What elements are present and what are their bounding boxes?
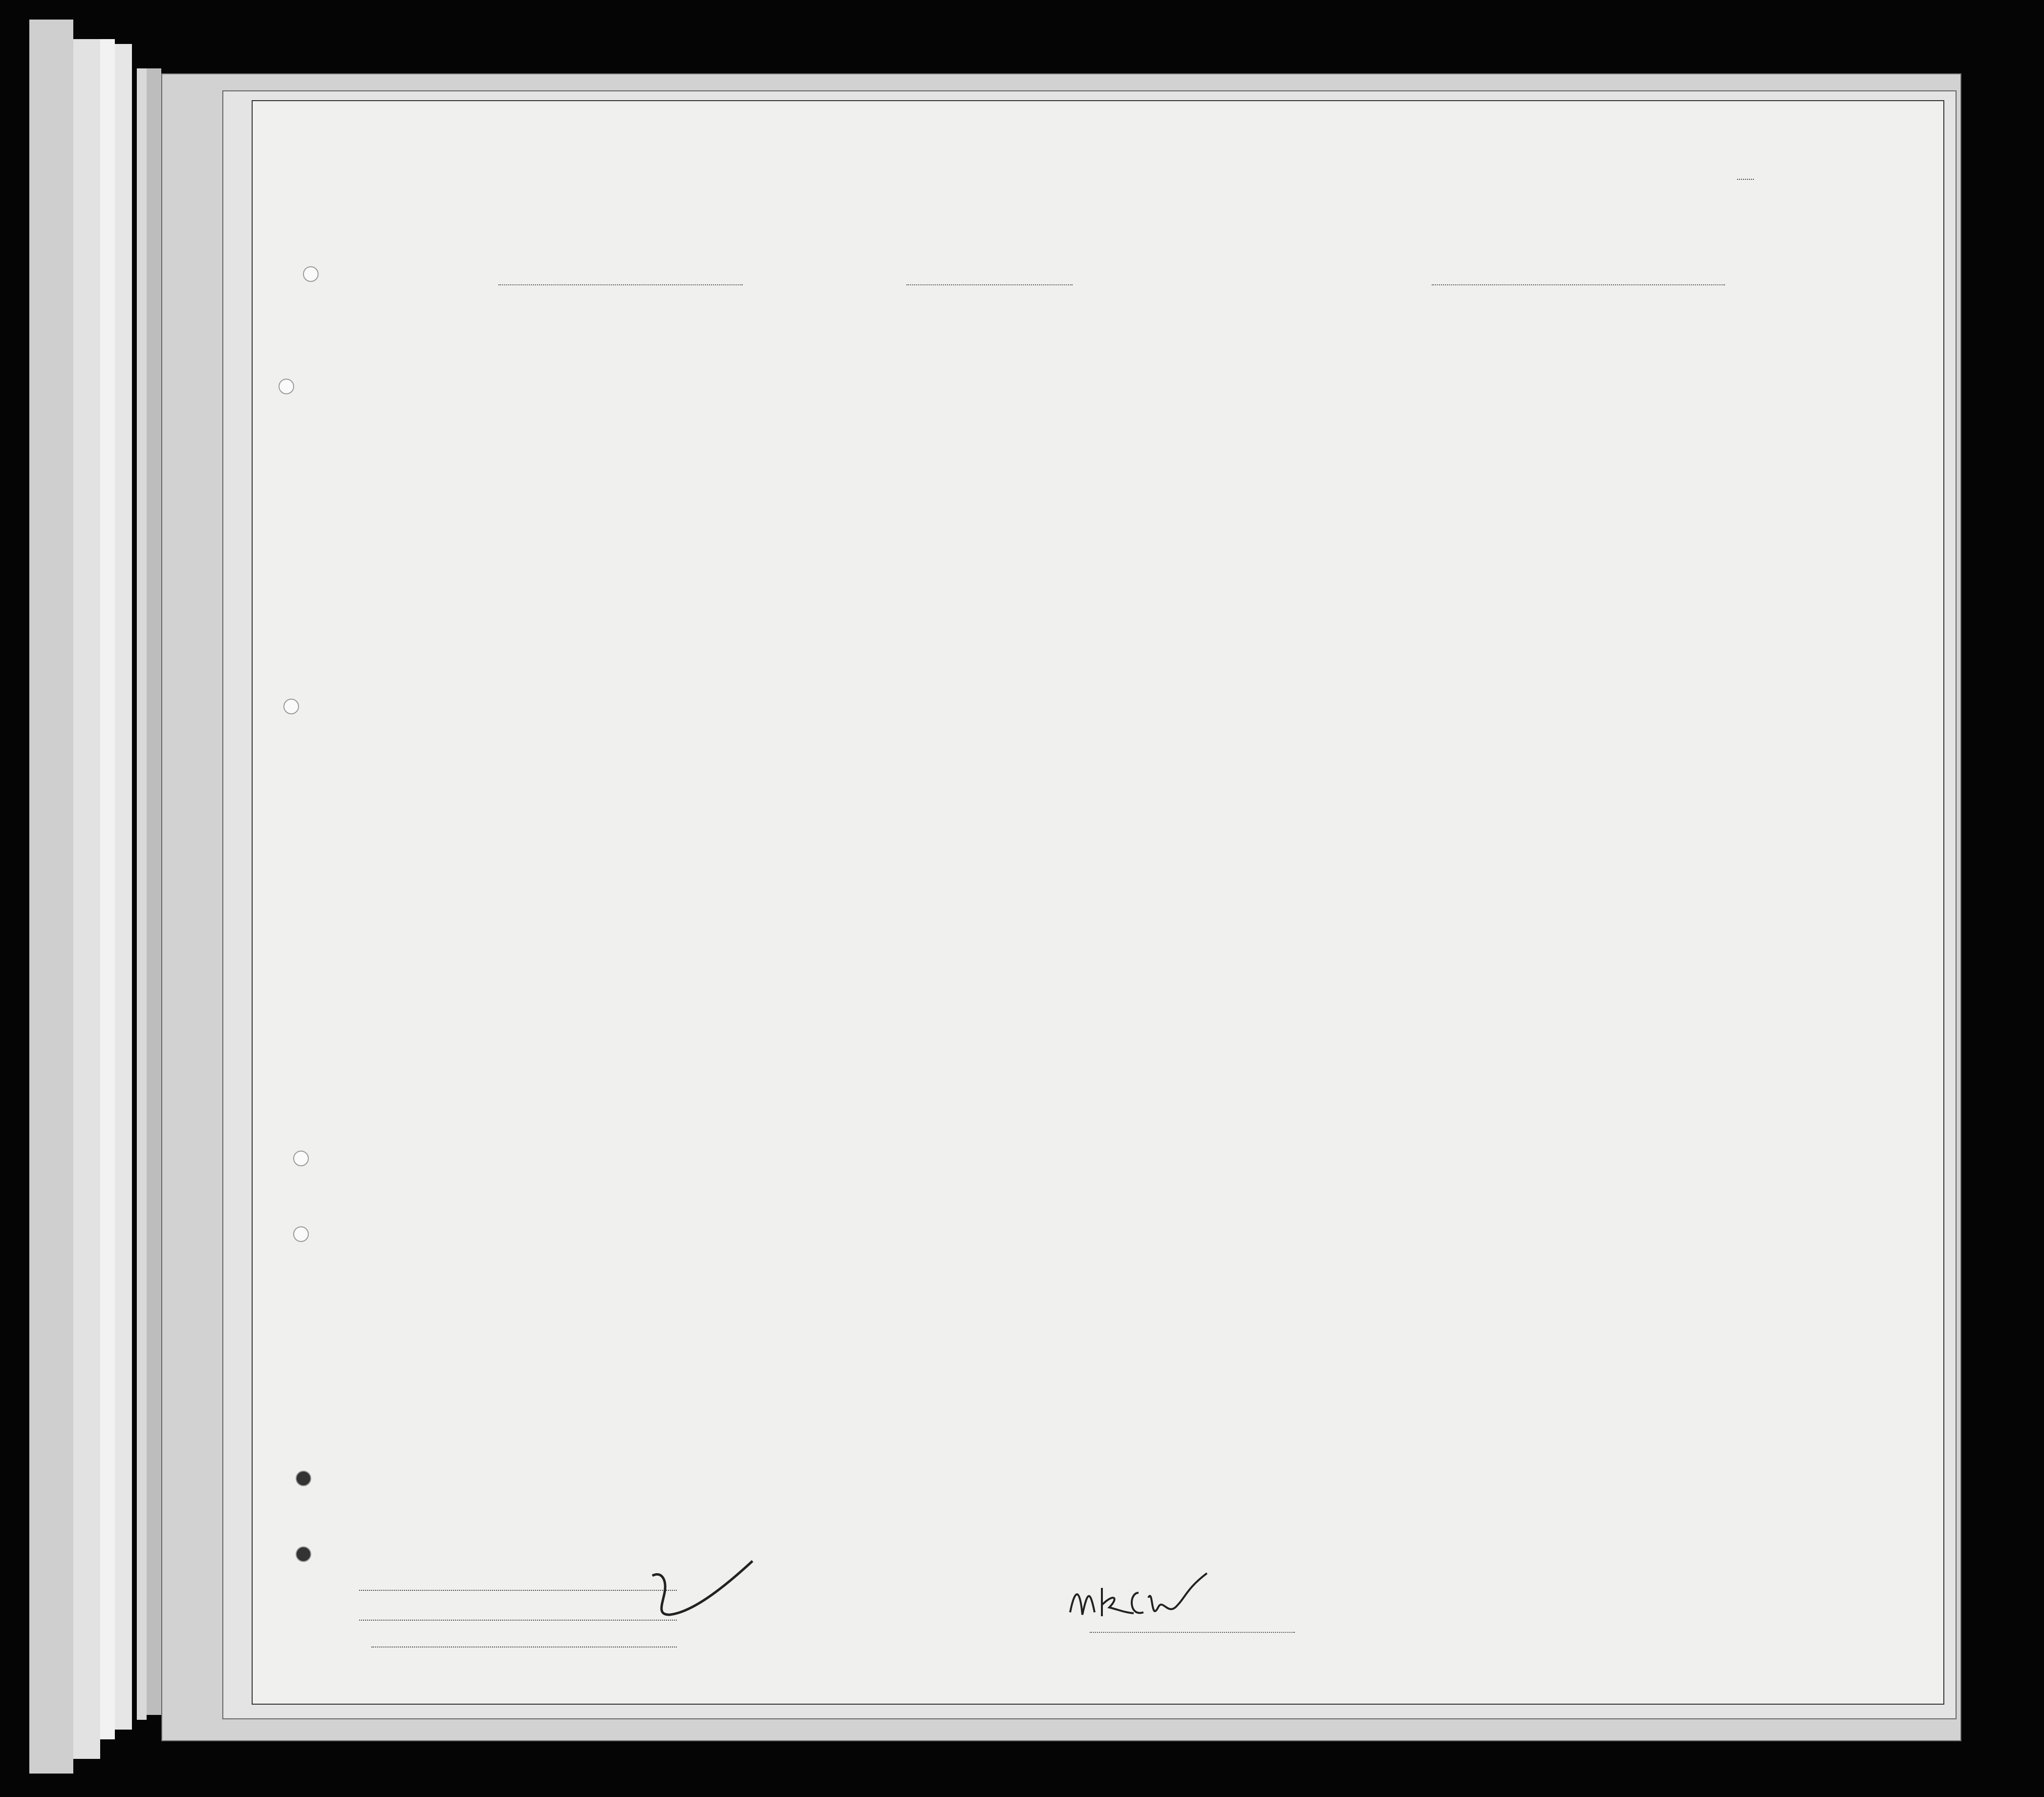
punch-hole [283, 699, 299, 714]
punch-hole [279, 379, 294, 394]
departure-port [1432, 284, 1725, 285]
punch-hole [303, 266, 319, 282]
sheet-number-value [1737, 152, 1754, 180]
binder-strip [137, 68, 147, 1720]
handwritten-tick [647, 1556, 760, 1625]
sheet-number [1737, 152, 1754, 179]
punch-hole [293, 1151, 309, 1166]
shipping-line [359, 1590, 677, 1591]
inspector-label [1090, 1632, 1295, 1635]
vessel-name [498, 284, 743, 285]
punch-hole [296, 1546, 311, 1562]
binder-strip [100, 39, 115, 1739]
binder-strip [73, 39, 100, 1759]
binder-strip [147, 68, 161, 1715]
binder-strip [29, 20, 73, 1774]
punch-hole [296, 1471, 311, 1486]
binder-strip [115, 44, 132, 1730]
owners-value [359, 1620, 677, 1621]
voyage-line [293, 283, 1857, 303]
arrival-port [906, 284, 1073, 285]
punch-hole [293, 1226, 309, 1242]
inspector-signature [1060, 1559, 1226, 1632]
table-grid [313, 320, 1950, 1581]
